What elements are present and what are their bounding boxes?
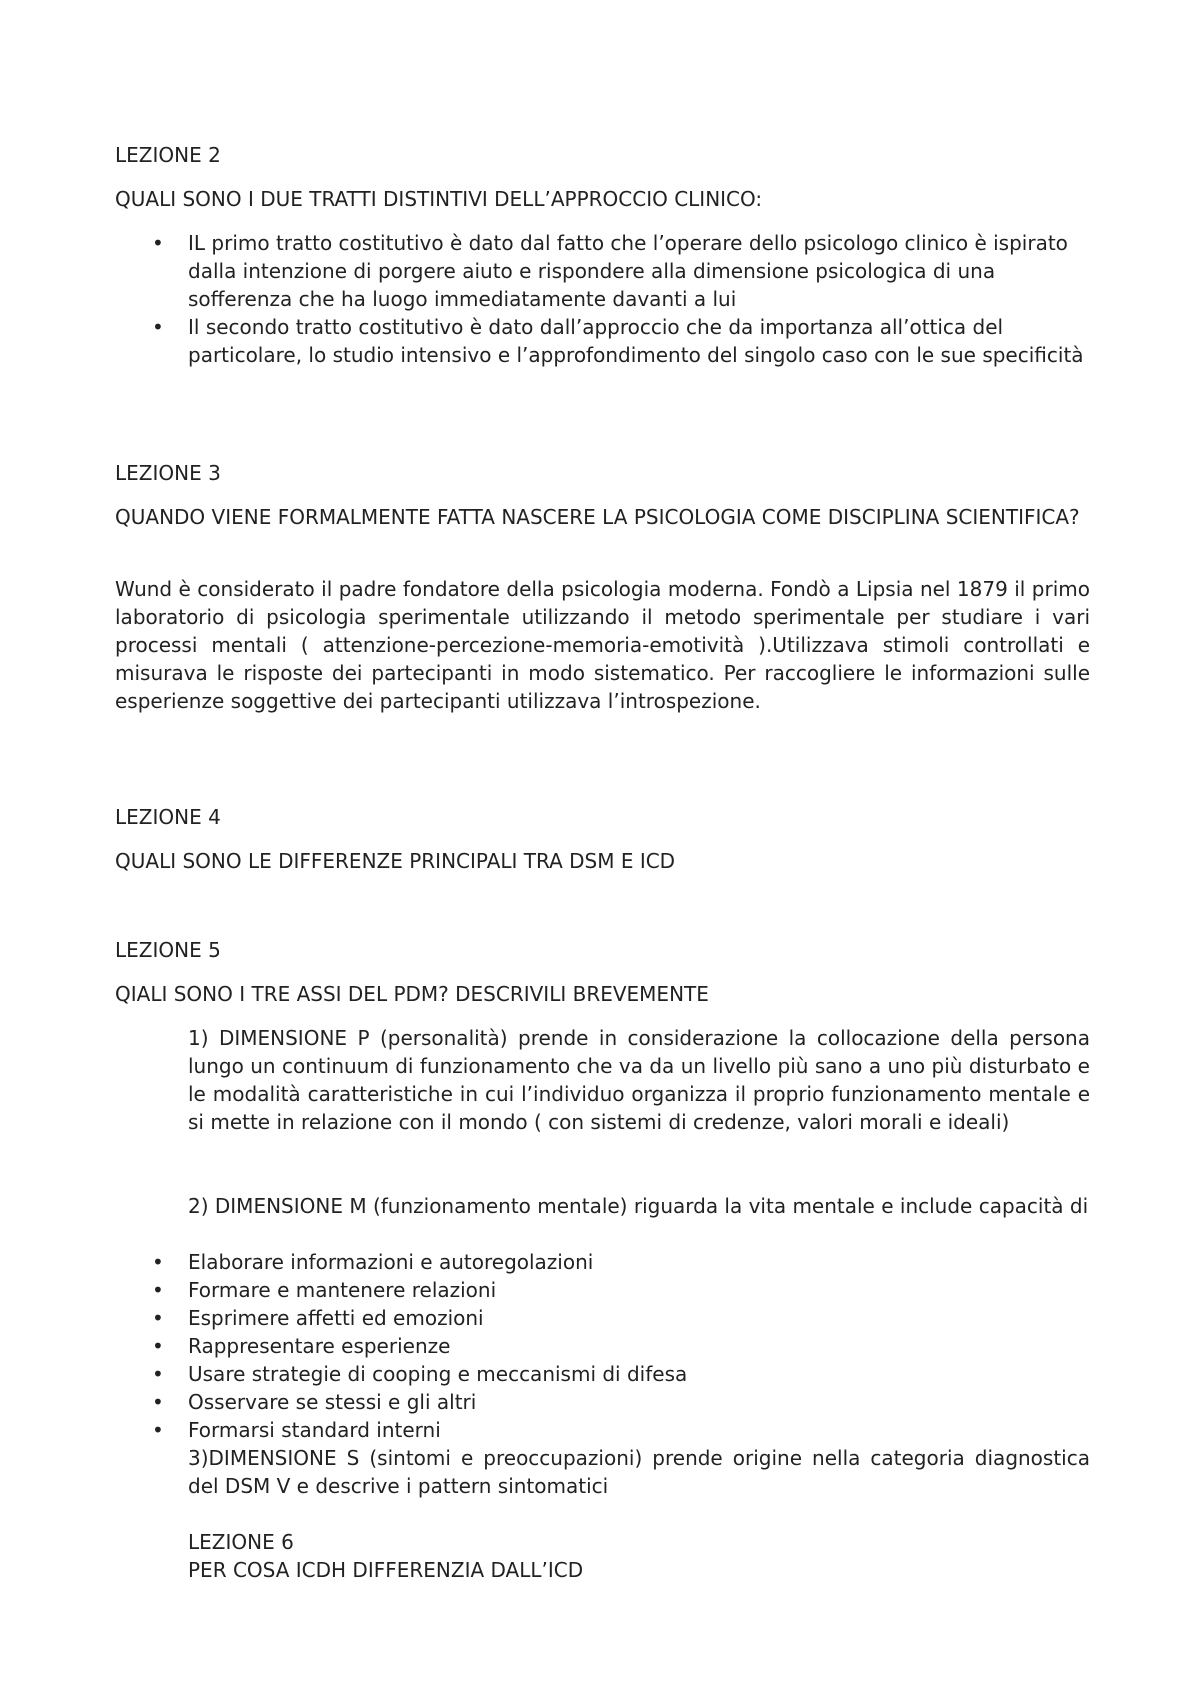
bullet-icon: •	[152, 1278, 164, 1302]
list-item	[0, 229, 1090, 313]
bullet-text: Formarsi standard interni	[188, 1418, 441, 1442]
bullet-icon: •	[152, 1334, 164, 1358]
bullet-text: Elaborare informazioni e autoregolazioni	[188, 1250, 594, 1274]
list-item	[0, 1248, 1090, 1276]
capacities-list	[0, 1248, 1090, 1444]
list-item	[0, 1276, 1090, 1304]
bullet-icon: •	[152, 231, 164, 255]
list-item	[0, 313, 1090, 369]
bullet-text: Osservare se stessi e gli altri	[188, 1390, 477, 1414]
dimension-s-text: 3)DIMENSIONE S (sintomi e preoccupazioni) prende origine nella categoria diagnostica del DSM V e descrive i pattern sintomatici	[188, 1446, 1090, 1498]
lezione-4-heading: LEZIONE 4	[115, 805, 221, 829]
list-item	[0, 1360, 1090, 1388]
lezione-2-question: QUALI SONO I DUE TRATTI DISTINTIVI DELL’APPROCCIO CLINICO:	[115, 187, 763, 211]
lezione-3-heading: LEZIONE 3	[115, 461, 221, 485]
bullet-icon: •	[152, 1390, 164, 1414]
bullet-icon: •	[152, 1362, 164, 1386]
bullet-text: Rappresentare esperienze	[188, 1334, 451, 1358]
bullet-text: Usare strategie di cooping e meccanismi di difesa	[188, 1362, 688, 1386]
bullet-icon: •	[152, 1306, 164, 1330]
lezione-4-question: QUALI SONO LE DIFFERENZE PRINCIPALI TRA DSM E ICD	[115, 849, 676, 873]
bullet-text: Il secondo tratto costitutivo è dato dall’approccio che da importanza all’ottica del particolare, lo studio intensivo e l’approfondimento del singolo caso con le sue specificità	[188, 315, 1084, 367]
bullet-icon: •	[152, 1250, 164, 1274]
lezione-3-answer: Wund è considerato il padre fondatore della psicologia moderna. Fondò a Lipsia nel 1879 il primo laboratorio di psicologia sperimentale utilizzando il metodo sperimentale per studiare i vari processi mentali ( attenzione-percezione-memoria-emotività ).Utilizzava stimoli controllati e misurava le risposte dei partecipanti in modo sistematico. Per raccogliere le informazioni sulle esperienze soggettive dei partecipanti utilizzava l’introspezione.	[115, 577, 1090, 713]
dimension-m-text: 2) DIMENSIONE M (funzionamento mentale) riguarda la vita mentale e include capacità di	[188, 1194, 1089, 1218]
bullet-icon: •	[152, 315, 164, 339]
lezione-2-heading: LEZIONE 2	[115, 143, 221, 167]
dimension-p-text: 1) DIMENSIONE P (personalità) prende in considerazione la collocazione della persona lungo un continuum di funzionamento che va da un livello più sano a uno più disturbato e le modalità caratteristiche in cui l’individuo organizza il proprio funzionamento mentale e si mette in relazione con il mondo ( con sistemi di credenze, valori morali e ideali)	[188, 1026, 1090, 1134]
lezione-2-bullets	[0, 229, 1090, 369]
bullet-text: Esprimere affetti ed emozioni	[188, 1306, 484, 1330]
list-item	[0, 1304, 1090, 1332]
lezione-6-question: PER COSA ICDH DIFFERENZIA DALL’ICD	[188, 1558, 584, 1582]
list-item	[0, 1416, 1090, 1444]
bullet-text: Formare e mantenere relazioni	[188, 1278, 497, 1302]
lezione-6-heading: LEZIONE 6	[188, 1530, 294, 1554]
list-item	[0, 1332, 1090, 1360]
lezione-3-question: QUANDO VIENE FORMALMENTE FATTA NASCERE LA PSICOLOGIA COME DISCIPLINA SCIENTIFICA?	[115, 505, 1080, 529]
lezione-5-heading: LEZIONE 5	[115, 938, 221, 962]
bullet-text: IL primo tratto costitutivo è dato dal fatto che l’operare dello psicologo clinico è ispirato dalla intenzione di porgere aiuto e rispondere alla dimensione psicologica di una sofferenza che ha luogo immediatamente davanti a lui	[188, 231, 1068, 311]
list-item	[0, 1388, 1090, 1416]
lezione-5-question: QIALI SONO I TRE ASSI DEL PDM? DESCRIVILI BREVEMENTE	[115, 982, 709, 1006]
bullet-icon: •	[152, 1418, 164, 1442]
